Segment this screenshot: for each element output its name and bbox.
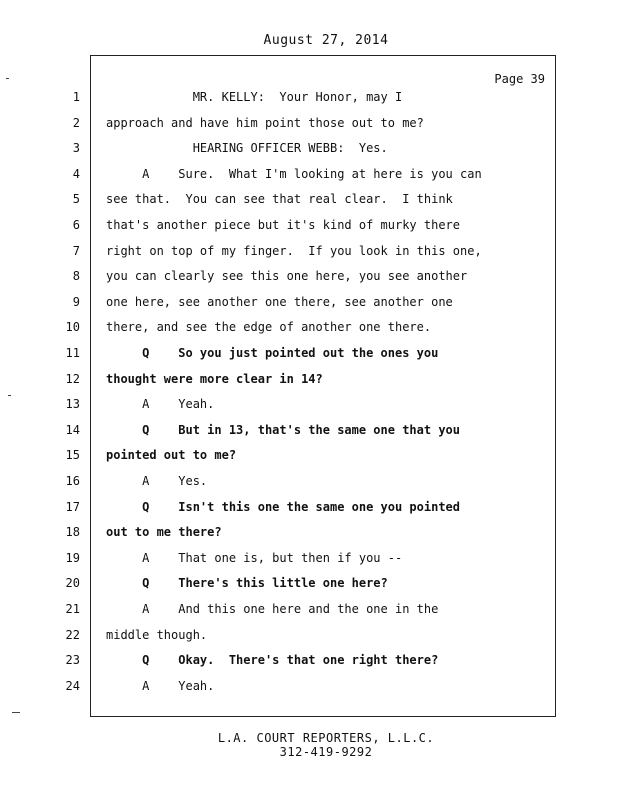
transcript-line: MR. KELLY: Your Honor, may I <box>106 90 403 104</box>
line-number: 6 <box>72 218 80 232</box>
transcript-line: Q Okay. There's that one right there? <box>106 653 439 668</box>
line-number: 8 <box>72 269 80 284</box>
transcript-line: right on top of my finger. If you look in this one, <box>106 243 482 258</box>
line-number: 10 <box>65 320 80 335</box>
transcript-line: Q Isn't this one the same one you pointed <box>106 499 461 514</box>
line-number: 23 <box>65 653 80 668</box>
line-number: 18 <box>65 525 80 540</box>
transcript-line: there, and see the edge of another one there. <box>106 320 432 335</box>
transcript-line: pointed out to me? <box>106 448 237 463</box>
line-number: 13 <box>65 397 80 412</box>
transcript-line: middle though. <box>106 627 208 642</box>
page-number: Page 39 <box>494 72 545 86</box>
transcript-line: approach and have him point those out to me? <box>106 115 424 130</box>
transcript-line: out to me there? <box>106 525 222 540</box>
scan-speck <box>8 395 11 396</box>
transcript-line: A Sure. What I'm looking at here is you can <box>106 166 482 181</box>
line-number: 14 <box>65 422 80 437</box>
line-number: 20 <box>65 576 80 591</box>
transcript-line: Q But in 13, that's the same one that you <box>106 422 461 437</box>
transcript-line: A Yes. <box>106 474 208 488</box>
transcript-line: one here, see another one there, see another one <box>106 294 453 309</box>
line-number: 17 <box>65 499 80 514</box>
line-number: 21 <box>65 602 80 616</box>
transcript-line: see that. You can see that real clear. I think <box>106 192 453 207</box>
line-number: 3 <box>72 141 80 156</box>
transcript-line: Q So you just pointed out the ones you <box>106 346 439 360</box>
transcript-date: August 27, 2014 <box>263 33 389 48</box>
line-number: 5 <box>72 192 80 207</box>
transcript-line: HEARING OFFICER WEBB: Yes. <box>106 141 388 156</box>
transcript-line: Q There's this little one here? <box>106 576 388 591</box>
transcript-line: A Yeah. <box>106 678 215 693</box>
transcript-line: you can clearly see this one here, you see another <box>106 269 468 284</box>
line-number: 16 <box>65 474 80 488</box>
line-number: 24 <box>65 678 80 693</box>
transcript-line: A That one is, but then if you -- <box>106 550 403 565</box>
line-number: 19 <box>65 550 80 565</box>
court-reporter-name: L.A. COURT REPORTERS, L.L.C. <box>217 731 435 745</box>
line-number: 22 <box>65 627 80 642</box>
scan-speck <box>12 712 20 713</box>
line-number: 7 <box>72 243 80 258</box>
line-number: 12 <box>65 371 80 386</box>
line-number: 1 <box>72 90 80 104</box>
transcript-line: A And this one here and the one in the <box>106 602 439 616</box>
line-number: 4 <box>72 166 80 181</box>
line-number: 9 <box>72 294 80 309</box>
transcript-line: A Yeah. <box>106 397 215 412</box>
court-reporter-phone: 312-419-9292 <box>279 745 373 759</box>
line-number: 15 <box>65 448 80 463</box>
transcript-line: thought were more clear in 14? <box>106 371 323 386</box>
transcript-line: that's another piece but it's kind of murky there <box>106 218 461 232</box>
line-number: 2 <box>72 115 80 130</box>
scan-speck <box>6 78 9 79</box>
line-number: 11 <box>65 346 80 360</box>
